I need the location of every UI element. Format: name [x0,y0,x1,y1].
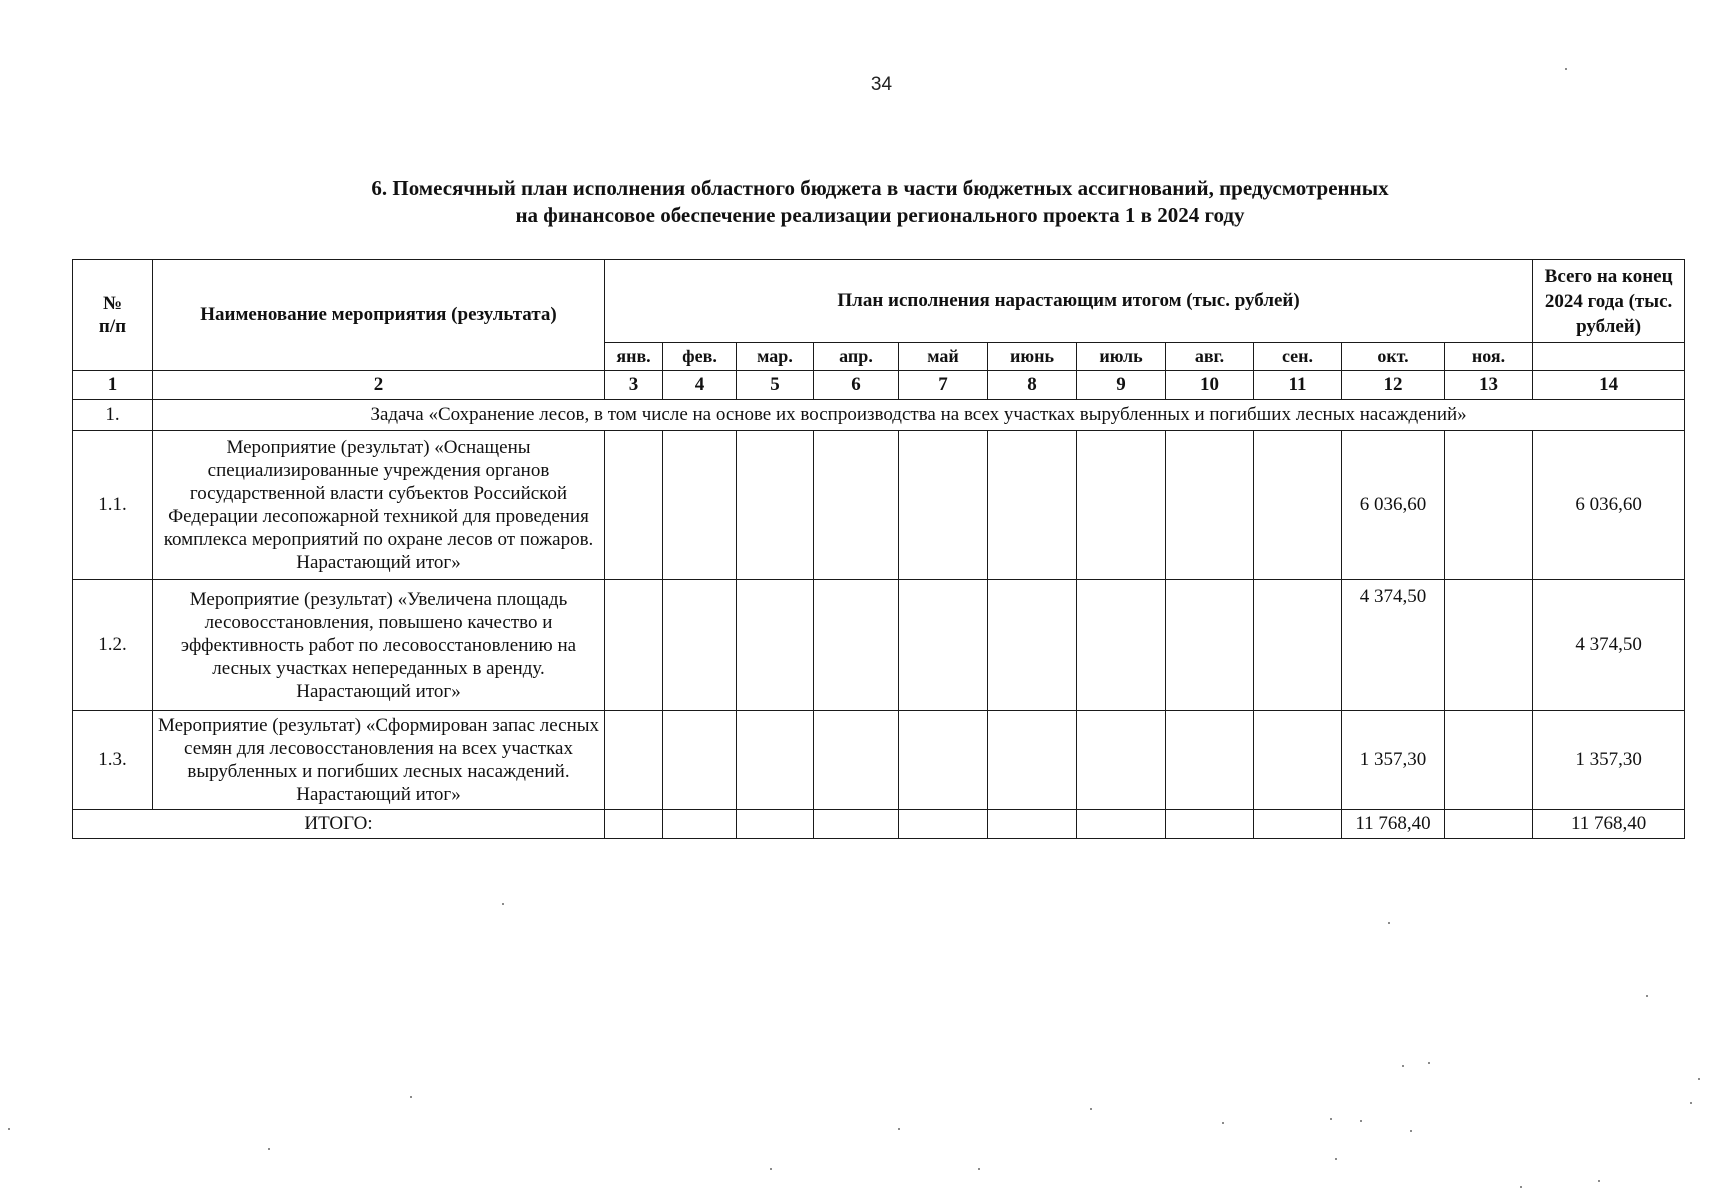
scan-speck [1388,922,1390,924]
cell-empty [663,580,737,711]
scan-speck [8,1128,10,1130]
col-number: 6 [814,371,899,400]
cell-empty [988,580,1077,711]
scan-speck [1335,1158,1337,1160]
header-num: № п/п [73,260,153,371]
month-may: май [899,343,988,371]
cell-empty [1254,810,1342,839]
scan-speck [1520,1186,1522,1188]
scan-speck [898,1128,900,1130]
month-apr: апр. [814,343,899,371]
page-number: 34 [870,74,893,95]
scan-speck [1428,1062,1430,1064]
col-number: 5 [737,371,814,400]
col-number: 13 [1445,371,1533,400]
cell-empty [1077,580,1166,711]
cell-empty [1445,711,1533,810]
cell-empty [663,711,737,810]
month-feb: фев. [663,343,737,371]
col-number: 2 [153,371,605,400]
month-mar: мар. [737,343,814,371]
table-row [73,431,1685,580]
cell-empty [737,431,814,580]
scan-speck [1598,1180,1600,1182]
task-row [73,400,1685,431]
cell-empty [899,711,988,810]
title-line-1: 6. Помесячный план исполнения областного бюджета в части бюджетных ассигнований, предусмотренных [371,176,1389,200]
cell-empty [814,711,899,810]
cell-empty [1445,810,1533,839]
col-number: 4 [663,371,737,400]
scan-speck [978,1168,980,1170]
cell-empty [1077,810,1166,839]
row-oct-value: 6 036,60 [1342,431,1445,580]
table-row [73,711,1685,810]
cell-empty [1166,580,1254,711]
cell-empty [1254,580,1342,711]
row-name: Мероприятие (результат) «Оснащены специализированные учреждения органов государственной власти субъектов Российской Федерации лесопожарной техникой для проведения комплекса мероприятий по охране лесов от пожаров. Нарастающий итог» [153,431,605,580]
col-number: 9 [1077,371,1166,400]
scan-speck [770,1168,772,1170]
scan-speck [1698,1078,1700,1080]
cell-empty [1254,711,1342,810]
cell-empty [814,431,899,580]
document-title [200,175,1560,229]
row-name: Мероприятие (результат) «Увеличена площадь лесовосстановления, повышено качество и эффективность работ по лесовосстановлению на лесных участках непереданных в аренду. Нарастающий итог» [153,580,605,711]
cell-empty [737,810,814,839]
cell-empty [605,711,663,810]
cell-empty [814,810,899,839]
col-number: 10 [1166,371,1254,400]
scan-speck [1222,1122,1224,1124]
scan-speck [1646,995,1648,997]
table-row [73,580,1685,711]
cell-empty [1254,431,1342,580]
row-total-value: 1 357,30 [1533,711,1685,810]
col-number: 11 [1254,371,1342,400]
cell-empty [988,810,1077,839]
total-label: ИТОГО: [73,810,605,839]
scan-speck [1402,1065,1404,1067]
scan-speck [1690,1102,1692,1104]
cell-empty [988,431,1077,580]
total-row [73,810,1685,839]
cell-empty [988,711,1077,810]
row-total-value: 4 374,50 [1533,580,1685,711]
cell-empty [605,810,663,839]
cell-empty [899,810,988,839]
total-oct-value: 11 768,40 [1342,810,1445,839]
row-number: 1.3. [73,711,153,810]
header-total: Всего на конец 2024 года (тыс. рублей) [1533,260,1685,343]
cell-empty [1166,431,1254,580]
row-name: Мероприятие (результат) «Сформирован запас лесных семян для лесовосстановления на всех участках вырубленных и погибших лесных насаждений. Нарастающий итог» [153,711,605,810]
row-oct-value: 1 357,30 [1342,711,1445,810]
cell-empty [899,580,988,711]
scan-speck [1090,1108,1092,1110]
cell-empty [737,580,814,711]
cell-empty [1166,711,1254,810]
row-oct-value: 4 374,50 [1342,580,1445,711]
scan-speck [1410,1130,1412,1132]
cell-empty [663,810,737,839]
task-text: Задача «Сохранение лесов, в том числе на основе их воспроизводства на всех участках вырубленных и погибших лесных насаждений» [153,400,1685,431]
row-number: 1.2. [73,580,153,711]
col-number: 12 [1342,371,1445,400]
month-jan: янв. [605,343,663,371]
scan-speck [410,1096,412,1098]
grand-total-value: 11 768,40 [1533,810,1685,839]
month-nov: ноя. [1445,343,1533,371]
scan-speck [502,903,504,905]
cell-empty [605,431,663,580]
month-jul: июль [1077,343,1166,371]
cell-empty [663,431,737,580]
scan-speck [1565,68,1567,70]
cell-empty [1166,810,1254,839]
cell-empty [1445,431,1533,580]
scan-speck [1330,1118,1332,1120]
col-number: 3 [605,371,663,400]
month-empty [1533,343,1685,371]
cell-empty [1077,431,1166,580]
row-total-value: 6 036,60 [1533,431,1685,580]
month-sep: сен. [1254,343,1342,371]
cell-empty [899,431,988,580]
header-plan: План исполнения нарастающим итогом (тыс. рублей) [605,260,1533,343]
header-name: Наименование мероприятия (результата) [153,260,605,371]
col-number: 7 [899,371,988,400]
cell-empty [1445,580,1533,711]
scan-speck [268,1148,270,1150]
cell-empty [605,580,663,711]
budget-plan-table [72,259,1685,839]
title-line-2: на финансовое обеспечение реализации регионального проекта 1 в 2024 году [515,203,1245,227]
col-number: 8 [988,371,1077,400]
cell-empty [1077,711,1166,810]
col-number: 14 [1533,371,1685,400]
month-jun: июнь [988,343,1077,371]
month-aug: авг. [1166,343,1254,371]
cell-empty [737,711,814,810]
month-oct: окт. [1342,343,1445,371]
scan-speck [1360,1120,1362,1122]
task-number: 1. [73,400,153,431]
row-number: 1.1. [73,431,153,580]
cell-empty [814,580,899,711]
col-number: 1 [73,371,153,400]
